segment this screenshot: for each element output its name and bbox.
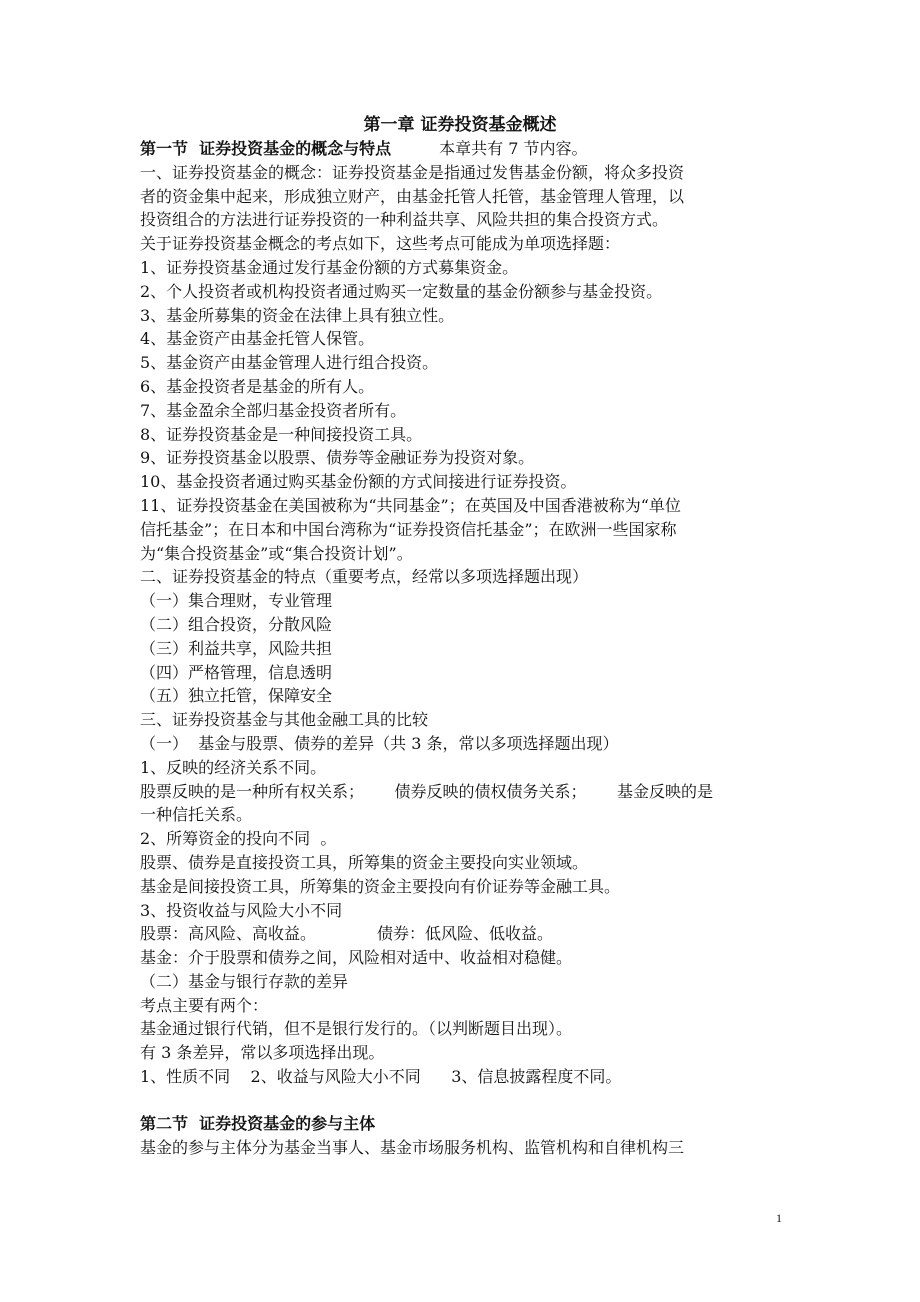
text-line: 关于证券投资基金概念的考点如下，这些考点可能成为单项选择题： (140, 234, 621, 254)
text-line: 5、基金资产由基金管理人进行组合投资。 (140, 353, 439, 373)
section-heading-text: 第一节 证券投资基金的概念与特点 (140, 139, 392, 158)
page-number: 1 (776, 1211, 782, 1225)
text-line: 基金的参与主体分为基金当事人、基金市场服务机构、监管机构和自律机构三 (140, 1137, 685, 1157)
text-line: （二）基金与银行存款的差异 (140, 971, 349, 991)
section-note: 本章共有 7 节内容。 (439, 139, 588, 158)
text-line: 基金通过银行代销，但不是银行发行的。（以判断题目出现）。 (140, 1019, 573, 1039)
text-line: 股票、债券是直接投资工具，所筹集的资金主要投向实业领域。 (140, 852, 589, 872)
text-line: （二）组合投资，分散风险 (140, 614, 333, 634)
text-line: 2、所筹资金的投向不同 。 (140, 829, 337, 849)
text-line: 7、基金盈余全部归基金投资者所有。 (140, 400, 407, 420)
chapter-title: 第一章 证券投资基金概述 (363, 115, 557, 135)
text-line: 11、证券投资基金在美国被称为“共同基金”；在英国及中国香港被称为“单位 (140, 495, 681, 515)
text-line: 9、证券投资基金以股票、债券等金融证券为投资对象。 (140, 448, 535, 468)
text-line: 基金是间接投资工具，所筹集的资金主要投向有价证券等金融工具。 (140, 876, 621, 896)
text-line: 一、证券投资基金的概念：证券投资基金是指通过发售基金份额，将众多投资 (140, 162, 685, 182)
text-line: 1、反映的经济关系不同。 (140, 757, 327, 777)
paragraph-block (140, 1136, 790, 1160)
text-line: 信托基金”；在日本和中国台湾称为“证券投资信托基金”；在欧洲一些国家称 (140, 519, 677, 539)
text-line: 3、投资收益与风险大小不同 (140, 900, 343, 920)
text-line: 有 3 条差异，常以多项选择出现。 (140, 1043, 385, 1063)
paragraph-block (140, 161, 790, 1089)
text-line: 4、基金资产由基金托管人保管。 (140, 329, 375, 349)
text-line: 为“集合投资基金”或“集合投资计划”。 (140, 543, 413, 563)
text-line: 二、证券投资基金的特点（重要考点，经常以多项选择题出现） (140, 567, 589, 587)
text-line: 6、基金投资者是基金的所有人。 (140, 376, 375, 396)
text-line: （三）利益共享，风险共担 (140, 638, 333, 658)
text-line: 10、基金投资者通过购买基金份额的方式间接进行证券投资。 (140, 472, 577, 492)
text-line: 基金：介于股票和债券之间，风险相对适中、收益相对稳健。 (140, 948, 573, 968)
text-line: （一）集合理财，专业管理 (140, 591, 333, 611)
text-line: （四）严格管理，信息透明 (140, 662, 333, 682)
text-line: 股票反映的是一种所有权关系； 债券反映的债权债务关系； 基金反映的是 (140, 781, 714, 801)
text-line: 8、证券投资基金是一种间接投资工具。 (140, 424, 423, 444)
text-line: （一） 基金与股票、债券的差异（共 3 条，常以多项选择题出现） (140, 733, 619, 753)
document-body (140, 137, 790, 1159)
text-line: （五）独立托管，保障安全 (140, 686, 333, 706)
text-line: 3、基金所募集的资金在法律上具有独立性。 (140, 305, 455, 325)
section-heading (140, 137, 790, 161)
paragraph-gap (140, 1089, 790, 1112)
text-line: 三、证券投资基金与其他金融工具的比较 (140, 710, 429, 730)
text-line: 2、个人投资者或机构投资者通过购买一定数量的基金份额参与基金投资。 (140, 281, 663, 301)
text-line: 股票：高风险、高收益。 债券：低风险、低收益。 (140, 924, 554, 944)
section-heading: 第二节 证券投资基金的参与主体 (140, 1113, 376, 1133)
text-line: 投资组合的方法进行证券投资的一种利益共享、风险共担的集合投资方式。 (140, 210, 669, 230)
text-line: 考点主要有两个： (140, 995, 269, 1015)
text-line: 一种信托关系。 (140, 805, 253, 825)
text-line: 者的资金集中起来，形成独立财产，由基金托管人托管，基金管理人管理，以 (140, 186, 685, 206)
text-line: 1、证券投资基金通过发行基金份额的方式募集资金。 (140, 257, 519, 277)
text-line: 1、性质不同 2、收益与风险大小不同 3、信息披露程度不同。 (140, 1067, 622, 1087)
